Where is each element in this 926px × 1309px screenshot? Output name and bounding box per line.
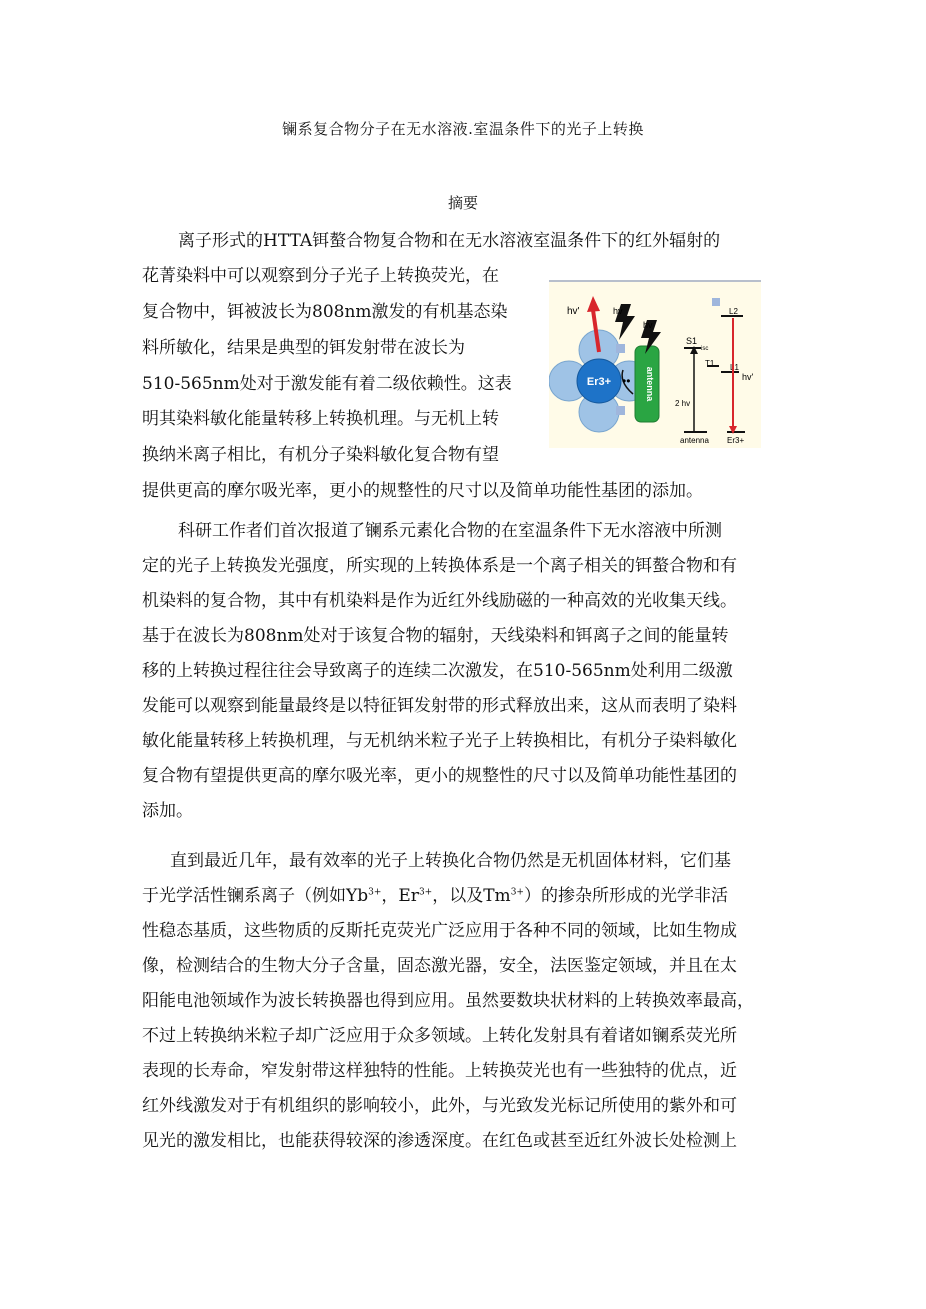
abstract-heading: 摘要	[447, 194, 478, 212]
l2-label: L2	[729, 307, 738, 316]
paragraph-line: 复合物中，铒被波长为808nm激发的有机基态染	[142, 302, 508, 322]
text-span: ）的掺杂所形成的光学非活	[523, 886, 728, 906]
er-label: Er3+	[586, 376, 612, 388]
paragraph-line: 敏化能量转移上转换机理，与无机纳米粒子光子上转换相比，有机分子染料敏化	[142, 731, 737, 751]
paragraph-line: 直到最近几年，最有效率的光子上转换化合物仍然是无机固体材料，它们基	[170, 851, 731, 871]
paragraph-line: 见光的激发相比，也能获得较深的渗透深度。在红色或甚至近红外波长处检测上	[142, 1131, 737, 1151]
paragraph-line: 机染料的复合物，其中有机染料是作为近红外线励磁的一种高效的光收集天线。	[142, 591, 737, 611]
paragraph-line: 明其染料敏化能量转移上转换机理。与无机上转	[142, 409, 499, 429]
paragraph-line	[142, 885, 728, 907]
paragraph-line: 510-565nm处对于激发能有着二级依赖性。这表	[142, 374, 512, 394]
paragraph-line: 提供更高的摩尔吸光率，更小的规整性的尺寸以及简单功能性基团的添加。	[142, 481, 703, 501]
et-badge	[616, 344, 625, 353]
paragraph-line: 移的上转换过程往往会导致离子的连续二次激发，在510-565nm处利用二级激	[142, 661, 733, 681]
paragraph-line: 换纳米离子相比，有机分子染料敏化复合物有望	[142, 445, 499, 465]
dots-label: ••	[622, 374, 631, 388]
et-badge	[712, 298, 720, 306]
paragraph-line: 料所敏化，结果是典型的铒发射带在波长为	[142, 338, 465, 358]
emission-arrowhead	[587, 296, 600, 312]
paragraph-line: 添加。	[142, 801, 193, 821]
text-span: ，以及Tm	[432, 886, 511, 906]
superscript: 3+	[510, 887, 524, 898]
paragraph-line: 红外线激发对于有机组织的影响较小，此外，与光致发光标记所使用的紫外和可	[142, 1096, 737, 1116]
paragraph-line: 发能可以观察到能量最终是以特征铒发射带的形式释放出来，这从而表明了染料	[142, 696, 737, 716]
text-span: 于光学活性镧系离子（例如Yb	[142, 886, 369, 906]
paragraph-line: 定的光子上转换发光强度，所实现的上转换体系是一个离子相关的铒螯合物和有	[142, 556, 737, 576]
paragraph-line: 离子形式的HTTA铒螯合物复合物和在无水溶液室温条件下的红外辐射的	[178, 231, 721, 251]
antenna-bottom-label: antenna	[680, 436, 709, 445]
isc-label: isc	[701, 346, 709, 352]
paragraph-line: 性稳态基质，这些物质的反斯托克荧光广泛应用于各种不同的领域，比如生物成	[142, 921, 737, 941]
document-title: 镧系复合物分子在无水溶液.室温条件下的光子上转换	[282, 120, 644, 138]
hv-prime-right-label: hv'	[742, 372, 754, 382]
paragraph-line: 不过上转换纳米粒子却广泛应用于众多领域。上转化发射具有着诸如镧系荧光所	[142, 1026, 737, 1046]
paragraph-line: 复合物有望提供更高的摩尔吸光率，更小的规整性的尺寸以及简单功能性基团的	[142, 766, 737, 786]
er-bottom-label: Er3+	[727, 436, 745, 445]
et-badge	[616, 406, 625, 415]
paragraph-line: 阳能电池领域作为波长转换器也得到应用。虽然要数块状材料的上转换效率最高，	[142, 991, 754, 1011]
antenna-vertical-label: antenna	[645, 366, 655, 402]
hv-prime-left-label: hv'	[567, 306, 580, 317]
t1-label: T1	[705, 359, 715, 368]
upconversion-diagram	[549, 282, 761, 448]
paragraph-line: 科研工作者们首次报道了镧系元素化合物的在室温条件下无水溶液中所测	[178, 521, 722, 541]
superscript: 3+	[418, 887, 433, 898]
upconversion-figure	[549, 280, 761, 448]
paragraph-line: 基于在波长为808nm处对于该复合物的辐射，天线染料和铒离子之间的能量转	[142, 626, 729, 646]
hv-mid-label: hv	[643, 320, 653, 330]
superscript: 3+	[368, 887, 382, 898]
hv-top-label: hv	[613, 306, 623, 316]
paragraph-line: 像，检测结合的生物大分子含量，固态激光器，安全，法医鉴定领域，并且在太	[142, 956, 737, 976]
s1-label: S1	[686, 336, 698, 346]
paragraph-line: 花菁染料中可以观察到分子光子上转换荧光，在	[142, 266, 499, 286]
paragraph-line: 表现的长寿命，窄发射带这样独特的性能。上转换荧光也有一些独特的优点，近	[142, 1061, 737, 1081]
text-span: ，Er	[381, 886, 419, 906]
l1-label: L1	[730, 363, 739, 372]
two-hv-label: 2 hv	[675, 399, 691, 408]
